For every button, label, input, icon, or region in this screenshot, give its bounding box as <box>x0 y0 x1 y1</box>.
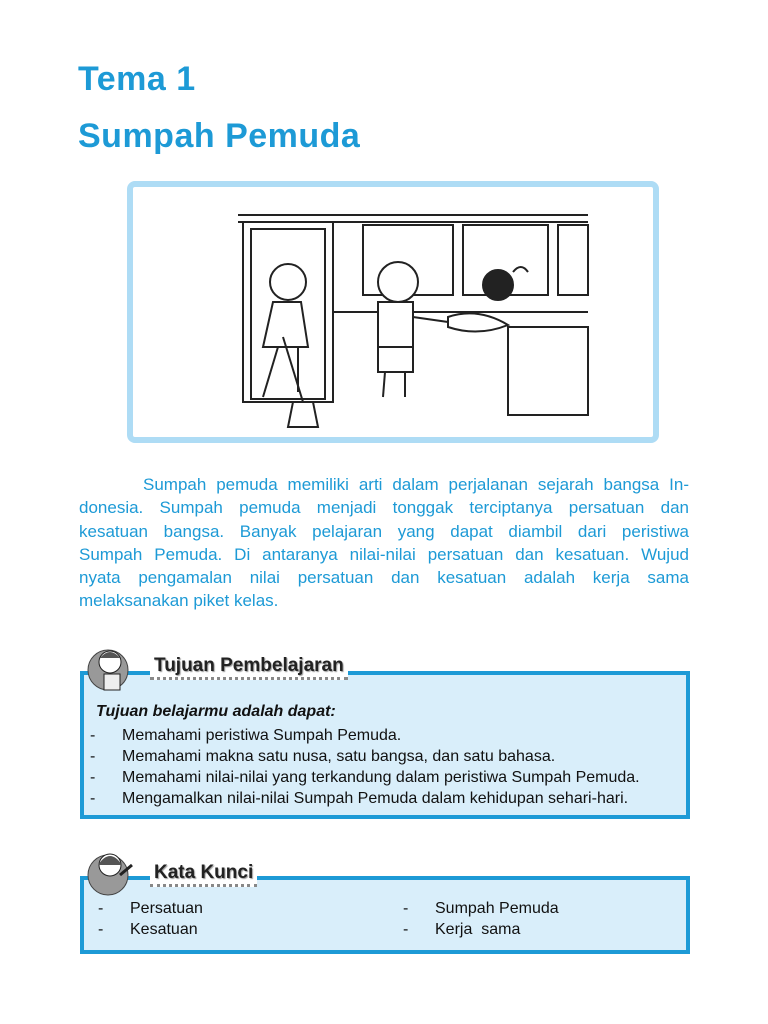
keywords-right <box>403 898 559 940</box>
keyword: - Kerja sama <box>403 921 521 938</box>
theme-number: Tema 1 <box>78 60 196 98</box>
list-item: - Memahami makna satu nusa, satu bangsa, dan satu bahasa. <box>90 748 556 765</box>
student-mascot-icon <box>86 640 136 695</box>
classroom-cleaning-illustration <box>133 187 653 437</box>
paragraph-line: donesia. Sumpah pemuda menjadi tonggak terciptanya persatuan dan <box>79 498 689 518</box>
learning-objectives-box <box>80 671 690 819</box>
keywords-left <box>98 898 203 940</box>
keyword: - Kesatuan <box>98 921 198 938</box>
list-item: - Memahami nilai-nilai yang terkandung dalam peristiwa Sumpah Pemuda. <box>90 769 640 786</box>
paragraph-line: Sumpah pemuda memiliki arti dalam perjalanan sejarah bangsa In- <box>143 475 689 494</box>
keywords-box <box>80 876 690 954</box>
keyword: - Sumpah Pemuda <box>403 900 559 917</box>
objectives-list <box>90 725 640 809</box>
student-mascot-pointing-icon <box>86 845 136 900</box>
list-item: - Mengamalkan nilai-nilai Sumpah Pemuda dalam kehidupan sehari-hari. <box>90 790 629 807</box>
illustration-frame <box>127 181 659 443</box>
intro-paragraph <box>79 473 689 613</box>
paragraph-line: melaksanakan piket kelas. <box>79 591 279 611</box>
paragraph-line: Sumpah Pemuda. Di antaranya nilai-nilai persatuan dan kesatuan. Wujud <box>79 544 689 564</box>
objectives-intro: Tujuan belajarmu adalah dapat: <box>96 703 336 720</box>
keywords-heading: Kata Kunci <box>150 862 257 887</box>
page-title: Sumpah Pemuda <box>78 117 361 155</box>
objectives-heading: Tujuan Pembelajaran <box>150 655 348 680</box>
keyword: - Persatuan <box>98 900 203 917</box>
paragraph-line: nyata pengamalan nilai persatuan dan kesatuan adalah kerja sama <box>79 568 689 588</box>
list-item: - Memahami peristiwa Sumpah Pemuda. <box>90 727 402 744</box>
paragraph-line: kesatuan bangsa. Banyak pelajaran yang dapat diambil dari peristiwa <box>79 521 689 541</box>
